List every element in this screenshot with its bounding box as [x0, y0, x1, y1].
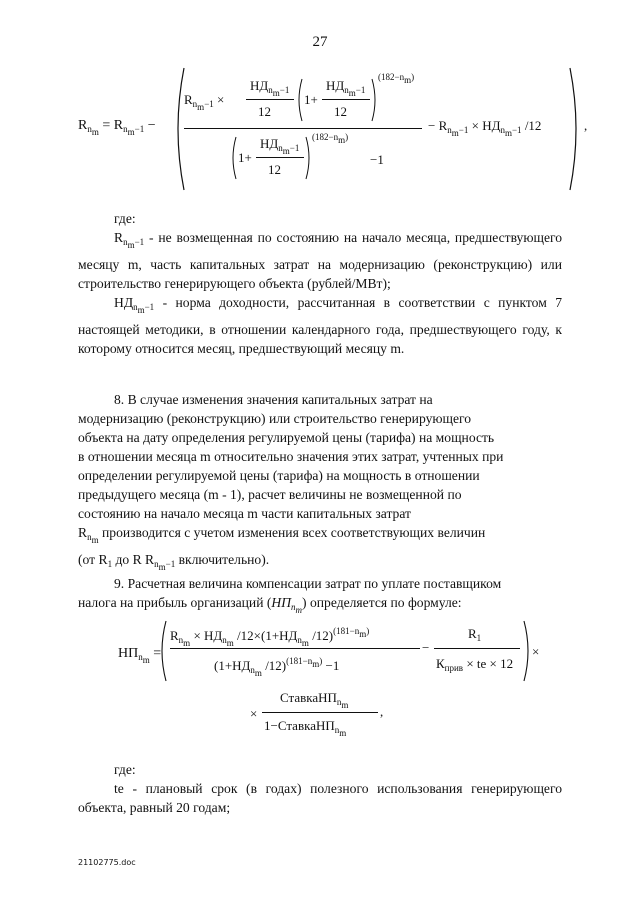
para8-line-2: модернизацию (реконструкцию) или строительство генерирующего	[78, 411, 472, 426]
page-number: 27	[312, 34, 328, 50]
where-label-1: где:	[114, 211, 136, 226]
formula2-denominator: ($1+НД_{n_m}$ /12)$^{(181-n_m)}$ −1	[214, 656, 340, 678]
def-nd-text: норма доходности, рассчитанная в соответствии с пунктом 7 настоящей методики, в отношении календарного года, предшествующего году, к которому относится месяц, предшествующий месяцу m.	[78, 295, 562, 356]
formula1-lhs: $R_{n_m} = R_{n_m-1}$ −	[78, 118, 156, 137]
para8-line-6: предыдущего месяца (m - 1), расчет величины не возмещенной по	[78, 487, 462, 502]
para8-line-3: объекта на дату определения регулируемой цены (тарифа) на мощность	[78, 430, 495, 445]
formula2-left-paren	[158, 620, 168, 682]
paragraph-9	[78, 574, 562, 620]
formula-capital-costs	[78, 66, 598, 192]
formula1-12-b: 12	[334, 104, 347, 119]
formula2-one-minus-stavka: 1−СтавкаНП$_{n_m}$	[264, 718, 347, 738]
para9-line-1: 9. Расчетная величина компенсации затрат по уплате поставщиком	[114, 576, 502, 591]
footer-filename: 21102775.doc	[78, 858, 136, 867]
para8-line-7: состоянию на начало месяца m части капитальных затрат	[78, 506, 411, 521]
formula1-nd-2: $НД_{n_m-1}$	[326, 78, 366, 98]
para8-line-5: определении регулируемой цены (тарифа) на мощность в отношении	[78, 468, 480, 483]
para8-line-4: в отношении месяца m относительно значения этих затрат, учтенных при	[78, 449, 504, 464]
def-r-paragraph	[78, 228, 562, 293]
formula2-comma: ,	[380, 704, 384, 719]
formula2-lhs: $НП_{n_m}$ =	[118, 646, 162, 665]
formula1-12-c: 12	[268, 162, 281, 177]
formula2-bar-3	[262, 712, 378, 713]
paren-open	[296, 78, 304, 122]
def-r-dash: -	[149, 230, 154, 245]
where-label-2: где:	[114, 762, 136, 777]
def-nd-paragraph	[78, 293, 562, 358]
paren-close	[370, 78, 378, 122]
para9-line-2: налога на прибыль организаций $(НП_{n_m})$ определяется по формуле:	[78, 595, 462, 615]
def-te-paragraph	[78, 779, 562, 817]
formula2-bar-2	[434, 648, 520, 649]
formula2-kpriv: $К_{прив}$ × te × 12	[436, 656, 514, 673]
formula1-num-r: $R_{n_m-1}$ ×	[184, 92, 225, 112]
formula1-12-a: 12	[258, 104, 271, 119]
formula1-tail: − $R_{n_m-1} \times НД_{n_m-1}$ /12	[428, 118, 542, 138]
formula1-power-1: $(182-n_m)$	[378, 72, 415, 85]
formula2-stavka: СтавкаНП$_{n_m}$	[280, 690, 349, 710]
paragraph-8	[78, 390, 562, 577]
formula2-numerator: $R_{n_m} \times НД_{n_m}$ $/12\times(1+НД_{n_m}$ /12)$^{(181-n_m)}$	[170, 626, 370, 648]
def-r-symbol: $R_{n_m-1}$	[114, 230, 145, 250]
formula2-r1: $R_1$	[468, 626, 482, 643]
formula1-nd-3: $НД_{n_m-1}$	[260, 136, 300, 156]
def-te-text: плановый срок (в годах) полезного использования генерирующего объекта, равный 20 годам;	[78, 781, 562, 815]
def-r-text: не возмещенная по состоянию на начало месяца, предшествующего месяцу m, часть капитальных затрат на модернизацию (реконструкцию) или строительство генерирующего объекта (рублей/МВт);	[78, 230, 563, 291]
definitions-1	[78, 209, 562, 358]
definitions-2	[78, 760, 562, 817]
big-right-paren	[568, 66, 584, 192]
big-left-paren	[170, 66, 186, 192]
def-nd-dash: -	[162, 295, 168, 310]
formula2-times: ×	[532, 644, 540, 659]
para8-line-8: $R_{n_m}$ производится с учетом изменения всех соответствующих величин	[78, 525, 486, 545]
formula-tax-compensation: $НП_{n_m}$ = $R_{n_m} \times НД_{n_m}$ $/12\times(1+НД_{n_m}$ /12)$^{(181-n_m)}$ ($1+НД_{n_m}$ /12)$^{(181-n_m)}$ −1 − $R_1$ $К_{прив}$ × te × 12 × × СтавкаНП$_{n_m}$ 1−СтавкаНП$_{n_m}$ ,	[118, 618, 638, 748]
formula1-comma: ,	[584, 118, 588, 133]
formula1-nd-1: $НД_{n_m-1}$	[250, 78, 290, 98]
formula1-minus-one: −1	[370, 152, 384, 167]
paren-open-den	[230, 136, 238, 180]
formula1-power-2: $(182-n_m)$	[312, 132, 349, 145]
formula1-one-plus: 1+	[304, 92, 318, 107]
formula1-main-bar	[184, 128, 422, 129]
def-te-symbol: te	[114, 781, 124, 796]
paren-close-den	[304, 136, 312, 180]
def-te-dash: -	[132, 781, 137, 796]
para8-line-1: 8. В случае изменения значения капитальных затрат на	[114, 392, 433, 407]
formula1-den-one-plus: 1+	[238, 150, 252, 165]
para8-line-9: (от $R_1$ до R $R_{n_m-1}$ включительно).	[78, 552, 270, 572]
def-nd-symbol: $НД_{n_m-1}$	[114, 295, 155, 315]
formula2-right-paren	[522, 620, 532, 682]
formula2-bar-1	[170, 648, 420, 649]
